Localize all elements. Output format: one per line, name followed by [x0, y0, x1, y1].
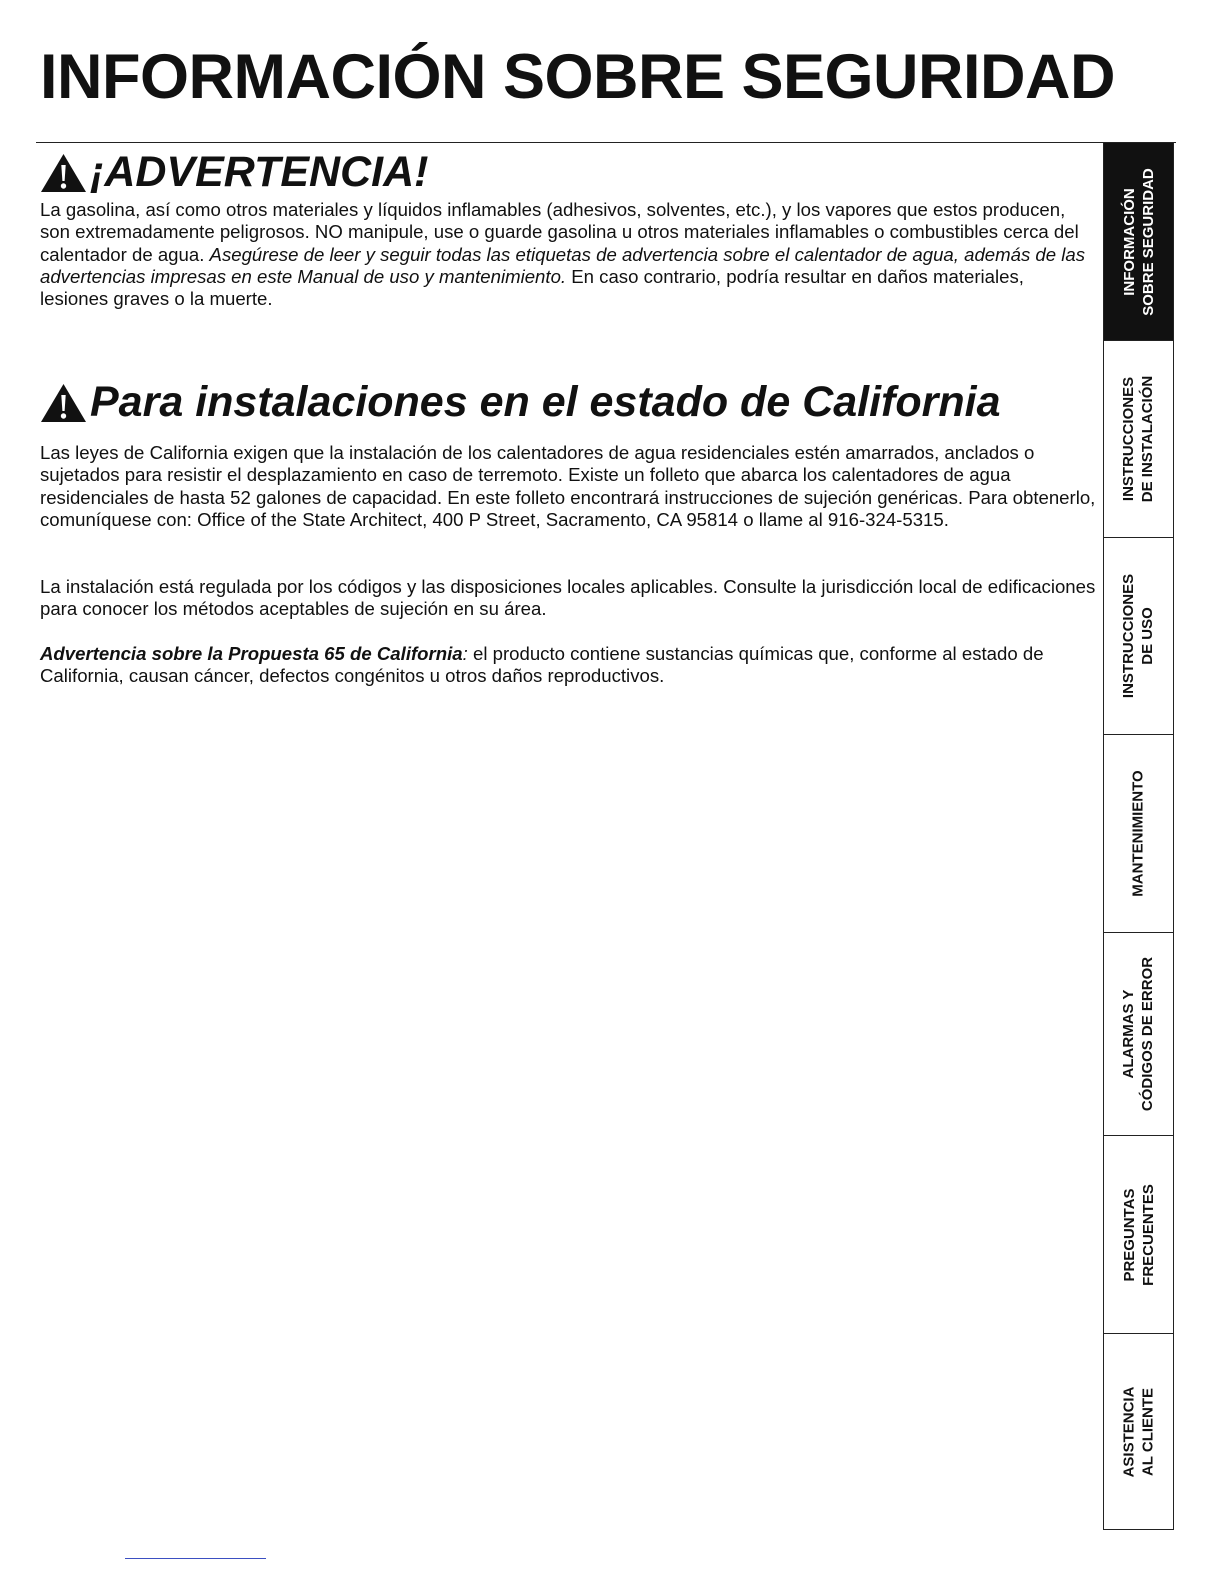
warning-paragraph [40, 199, 1096, 310]
footer-link-underline [125, 1558, 266, 1559]
warning-triangle-icon [40, 383, 87, 423]
page-title: INFORMACIÓN SOBRE SEGURIDAD [40, 42, 1116, 112]
tab-label-line2: FRECUENTES [1139, 1183, 1157, 1286]
prop65-label: Advertencia sobre la Propuesta 65 de California [40, 643, 463, 664]
tab-mantenimiento[interactable] [1104, 735, 1173, 933]
california-paragraph-1: Las leyes de California exigen que la instalación de los calentadores de agua residenciales estén amarrados, anclados o sujetados para resistir el desplazamiento en caso de terremoto. Existe un folleto que abarca los calentadores de agua residenciales de hasta 52 galones de capacidad. En este folleto encontrará instrucciones de sujeción genéricas. Para obtenerlo, comuníquese con: Office of the State Architect, 400 P Street, Sacramento, CA 95814 o llame al 916-324-5315. [40, 442, 1096, 530]
tab-instrucciones-de-uso[interactable] [1104, 538, 1173, 735]
tab-label-line2: SOBRE SEGURIDAD [1139, 167, 1157, 316]
california-heading-text: Para instalaciones en el estado de California [90, 378, 1001, 426]
tab-instrucciones-de-instalacion[interactable] [1104, 341, 1173, 538]
tab-label-line1: INSTRUCCIONES [1120, 376, 1138, 502]
prop65-text: el producto contiene sustancias químicas que, conforme al estado de California, causan cáncer, defectos congénitos u otros daños reproductivos. [40, 643, 1044, 687]
title-divider [36, 142, 1176, 143]
prop65-colon: : [462, 643, 468, 664]
tab-asistencia-al-cliente[interactable] [1104, 1334, 1173, 1530]
prop65-paragraph [40, 643, 1096, 688]
warning-text-italic: Asegúrese de leer y seguir todas las etiquetas de advertencia sobre el calentador de agua, además de las advertencias impresas en este Manual de uso y mantenimiento. [40, 243, 1086, 287]
tab-label-line1: PREGUNTAS [1120, 1187, 1138, 1282]
tab-label-line1: INFORMACIÓN [1120, 187, 1138, 296]
tab-label-line2: CÓDIGOS DE ERROR [1139, 956, 1157, 1112]
warning-heading-text: ¡ADVERTENCIA! [90, 148, 429, 196]
tab-label-line1: ALARMAS Y [1120, 989, 1138, 1079]
warning-text-part2: En caso contrario, podría resultar en daños materiales, lesiones graves o la muerte. [40, 265, 1024, 310]
warning-heading [40, 148, 428, 197]
tab-label-line1: ASISTENCIA [1120, 1386, 1138, 1478]
tab-preguntas-frecuentes[interactable] [1104, 1136, 1173, 1334]
tab-label-line1: INSTRUCCIONES [1120, 573, 1138, 699]
tab-informacion-sobre-seguridad[interactable] [1104, 143, 1173, 341]
tab-label-line2: DE INSTALACIÓN [1139, 375, 1157, 503]
tab-alarmas-y-codigos-de-error[interactable] [1104, 933, 1173, 1136]
tab-label-line1: MANTENIMIENTO [1130, 770, 1148, 897]
tab-label-line2: AL CLIENTE [1139, 1387, 1157, 1477]
tab-label-line2: DE USO [1139, 607, 1157, 665]
warning-triangle-icon [40, 153, 87, 193]
california-paragraph-2: La instalación está regulada por los códigos y las disposiciones locales aplicables. Consulte la jurisdicción local de edificaciones para conocer los métodos aceptables de sujeción en su área. [40, 576, 1096, 620]
side-tab-nav [1103, 143, 1174, 1530]
california-heading [40, 378, 1001, 427]
warning-text-part1: La gasolina, así como otros materiales y líquidos inflamables (adhesivos, solventes, etc.), y los vapores que estos producen, son extremadamente peligrosos. NO manipule, use o guarde gasolina u otros materiales inflamables o combustibles cerca del calentador de agua. [40, 199, 1079, 265]
